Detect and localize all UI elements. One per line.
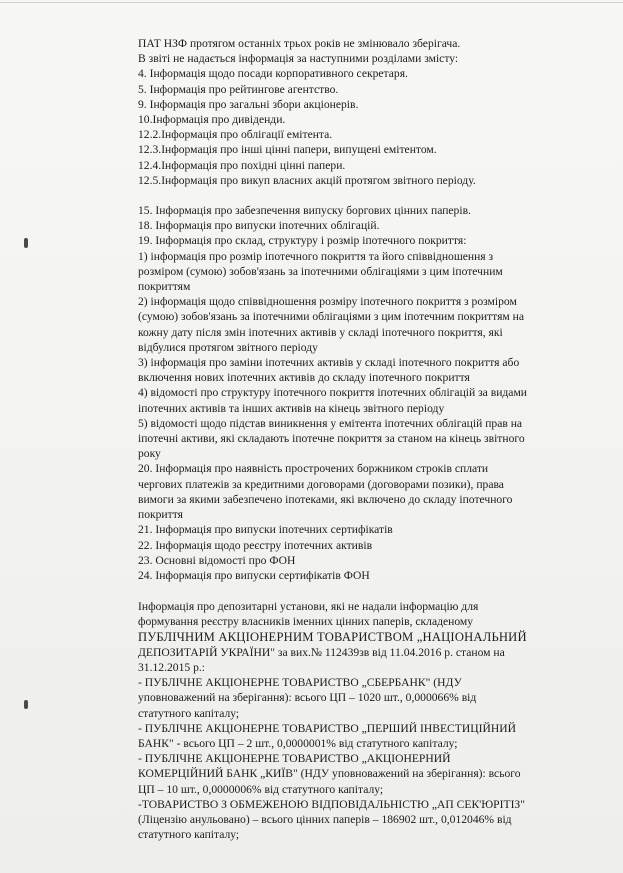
doc-line: 2) інформація щодо співвідношення розміру іпотечного покриття з розміром (138, 295, 517, 309)
doc-line: В звіті не надається інформація за наступними розділами змісту: (138, 52, 459, 66)
doc-line: 12.3.Інформація про інші цінні папери, випущені емітентом. (138, 143, 437, 157)
doc-line: 21. Інформація про випуски іпотечних сертифікатів (138, 523, 393, 537)
doc-line: (сумою) зобов'язань за іпотечними облігаціями з цим іпотечним покриттям на (138, 310, 525, 324)
scan-top-edge (0, 2, 623, 3)
doc-line: року (138, 447, 161, 461)
doc-line: 5. Інформація про рейтингове агентство. (138, 82, 339, 96)
doc-line: 4. Інформація щодо посади корпоративного секретаря. (138, 67, 408, 81)
doc-line: чергових платежів за кредитними договорами (договорами позики), права (138, 477, 504, 491)
doc-line: 24. Інформація про випуски сертифікатів ФОН (138, 568, 370, 582)
doc-line: - ПУБЛІЧНЕ АКЦІОНЕРНЕ ТОВАРИСТВО „АКЦІОНЕРНИЙ (138, 752, 451, 766)
doc-line: відбулися протягом звітного періоду (138, 340, 318, 354)
doc-line: -ТОВАРИСТВО З ОБМЕЖЕНОЮ ВІДПОВІДАЛЬНІСТЮ „АП СЕК'ЮРІТІЗ" (138, 797, 525, 811)
binder-mark (24, 700, 28, 709)
doc-line: уповноважений на зберігання): всього ЦП – 1020 шт., 0,000066% від (138, 691, 477, 705)
doc-line: покриттям (138, 280, 191, 294)
doc-line: 3) інформація про заміни іпотечних активів у складі іпотечного покриття або (138, 356, 520, 370)
doc-line: формування реєстру власників іменних цінних паперів, складеному (138, 615, 474, 629)
doc-line: 12.2.Інформація про облігації емітента. (138, 128, 333, 142)
doc-line: розміром (сумою) зобов'язань за іпотечними облігаціями з цим іпотечним (138, 264, 503, 278)
doc-line: 23. Основні відомості про ФОН (138, 553, 296, 567)
doc-line: включення нових іпотечних активів до складу іпотечного покриття (138, 371, 470, 385)
doc-line: КОМЕРЦІЙНИЙ БАНК „КИЇВ" (НДУ уповноважений на зберігання): всього (138, 767, 521, 781)
doc-line: 9. Інформація про загальні збори акціонерів. (138, 97, 359, 111)
doc-line: (Ліцензію анульовано) – всього цінних паперів – 186902 шт., 0,012046% від (138, 812, 512, 826)
doc-line: ДЕПОЗИТАРІЙ УКРАЇНИ" за вих.№ 112439зв від 11.04.2016 р. станом на (138, 645, 505, 659)
doc-line: 19. Інформація про склад, структуру і розмір іпотечного покриття: (138, 234, 467, 248)
doc-line: ЦП – 10 шт., 0,0000006% від статутного капіталу; (138, 782, 384, 796)
doc-line: 12.4.Інформація про похідні цінні папери. (138, 158, 346, 172)
doc-line: БАНК" - всього ЦП – 2 шт., 0,0000001% від статутного капіталу; (138, 736, 458, 750)
doc-line: статутного капіталу; (138, 706, 240, 720)
doc-line: 10.Інформація про дивіденди. (138, 113, 286, 127)
paragraph-gap (138, 188, 588, 203)
doc-line: іпотечних активів та інших активів на кінець звітного періоду (138, 401, 445, 415)
paragraph-gap (138, 583, 588, 599)
doc-line: ПУБЛІЧНИМ АКЦІОНЕРНИМ ТОВАРИСТВОМ „НАЦІОНАЛЬНИЙ (138, 629, 527, 644)
doc-line: - ПУБЛІЧНЕ АКЦІОНЕРНЕ ТОВАРИСТВО „СБЕРБАНК" (НДУ (138, 676, 462, 690)
document-body (138, 36, 588, 842)
doc-line: 1) інформація про розмір іпотечного покриття та його співвідношення з (138, 249, 494, 263)
doc-line: покриття (138, 508, 183, 522)
doc-line: статутного капіталу; (138, 828, 240, 842)
doc-line: 20. Інформація про наявність прострочених боржником строків сплати (138, 462, 489, 476)
doc-line: 31.12.2015 р.: (138, 660, 205, 674)
doc-line: 5) відомості щодо підстав виникнення у емітента іпотечних облігацій прав на (138, 416, 523, 430)
doc-line: іпотечні активи, які складають іпотечне покриття за станом на кінець звітного (138, 432, 525, 446)
doc-line: кожну дату після змін іпотечних активів у складі іпотечного покриття, які (138, 325, 503, 339)
doc-line: ПАТ НЗФ протягом останніх трьох років не змінювало зберігача. (138, 37, 461, 50)
doc-line: 22. Інформація щодо реєстру іпотечних активів (138, 538, 373, 552)
doc-line: 4) відомості про структуру іпотечного покриття іпотечних облігацій за видами (138, 386, 527, 400)
doc-line: Інформація про депозитарні установи, які не надали інформацію для (138, 600, 479, 614)
doc-line: 15. Інформація про забезпечення випуску боргових цінних паперів. (138, 204, 471, 218)
doc-line: - ПУБЛІЧНЕ АКЦІОНЕРНЕ ТОВАРИСТВО „ПЕРШИЙ ІНВЕСТИЦІЙНИЙ (138, 721, 516, 735)
doc-line: 12.5.Інформація про викуп власних акцій протягом звітного періоду. (138, 173, 476, 187)
doc-line: 18. Інформація про випуски іпотечних облігацій. (138, 219, 380, 233)
doc-line: вимоги за якими забезпечено іпотеками, які включено до складу іпотечного (138, 492, 513, 506)
binder-mark (24, 238, 28, 248)
